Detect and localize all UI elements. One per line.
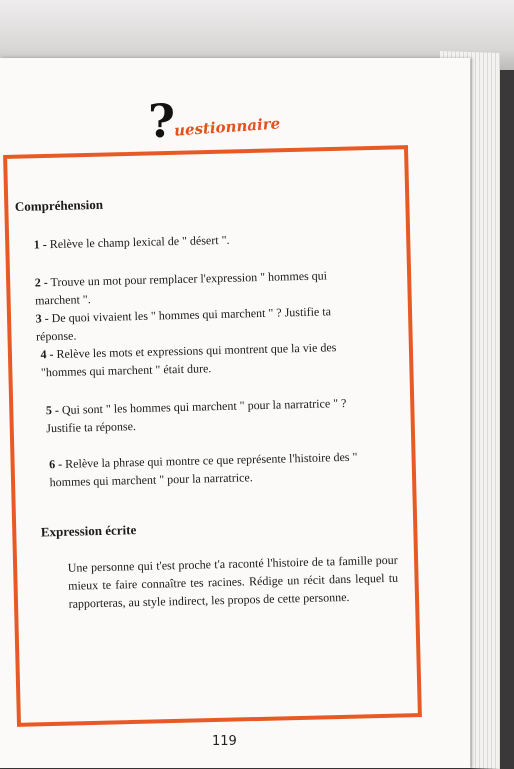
expression-text: Une personne qui t'est proche t'a raconté l'histoire de ta famille pour mieux te faire connaître tes racines. Rédige un récit dans lequel tu rapporteras, au style indirect, les propos de cette personne. [67,552,399,611]
question-number: 4 - [40,347,54,362]
question-number: 3 - [35,311,49,326]
question-number: 6 - [49,456,63,472]
question-text: Qui sont " les hommes qui marchent " pour la narratrice " ? Justifie ta réponse. [46,395,347,436]
questionnaire-title: uestionnaire [173,114,281,140]
question-number: 5 - [45,402,60,418]
question-mark-glyph: ? [148,94,175,148]
question-text: Trouve un mot pour remplacer l'expression " hommes qui marchent ". [35,268,328,308]
question-text: Relève le champ lexical de " désert ". [49,232,230,252]
page-number: 119 [212,734,237,749]
question-number: 2 - [34,275,48,290]
question-text: Relève les mots et expressions qui montrent que la vie des "hommes qui marchent " était dure. [40,340,337,380]
question-text: Relève la phrase qui montre ce que représente l'histoire des " hommes qui marchent " pour la narratrice. [49,449,358,490]
questionnaire-header [148,94,288,148]
question-text: De quoi vivaient les " hommes qui marchent " ? Justifie ta réponse. [35,304,332,344]
comprehension-title: Compréhension [14,196,104,214]
expression-title: Expression écrite [40,522,137,540]
question-number: 1 - [33,237,47,252]
